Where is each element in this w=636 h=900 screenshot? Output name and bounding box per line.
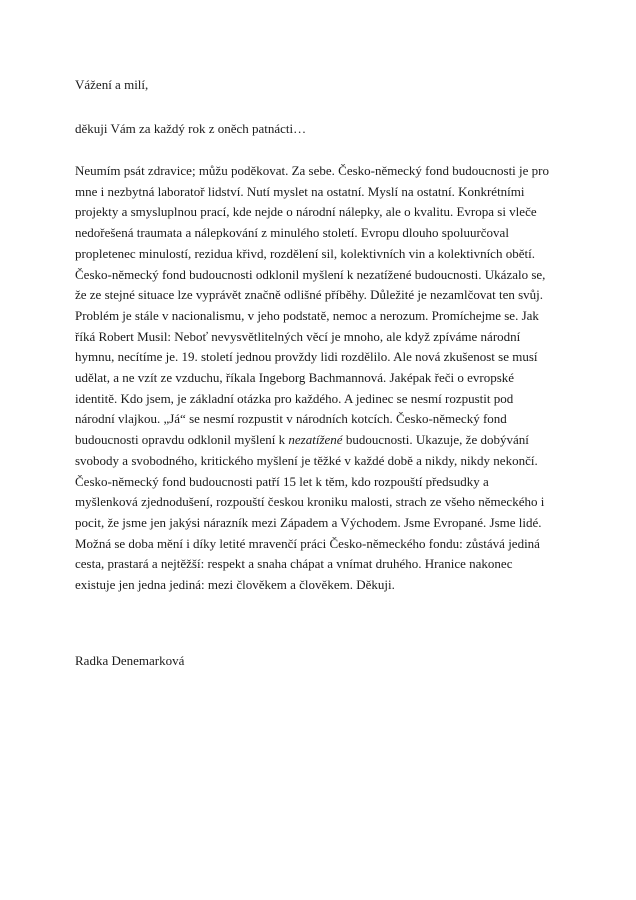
body-line: myšlenková zjednodušení, rozpouští českou kroniku malosti, strach ze všeho německého i: [75, 494, 545, 510]
body-line: národní vlajkou. „Já“ se nesmí rozpustit v národních kotcích. Česko-německý fond: [75, 411, 507, 427]
body-line: svobody a svobodného, kritického myšlení je těžké v každé době a nikdy, nikdy nekončí.: [75, 452, 538, 468]
body-line: mne i nezbytná laboratoř lidství. Nutí myslet na ostatní. Myslí na ostatní. Konkrétními: [75, 183, 525, 199]
body-line: říká Robert Musil: Neboť nevysvětlitelných věcí je mnoho, ale když zpíváme národní: [75, 328, 521, 344]
body-line: Problém je stále v nacionalismu, v jeho podstatě, nemoc a nerozum. Promíchejme se. Jak: [75, 307, 539, 323]
body-line: Česko-německý fond budoucnosti patří 15 let k těm, kdo rozpouští předsudky a: [75, 473, 489, 489]
body-line: [75, 430, 549, 451]
body-line-text: budoucnosti. Ukazuje, že dobývání: [342, 432, 529, 448]
emphasized-word: nezatížené: [288, 432, 343, 448]
body-line: pocit, že jsme jen jakýsi nárazník mezi Západem a Východem. Jsme Evropané. Jsme lidé.: [75, 514, 542, 530]
body-line: Česko-německý fond budoucnosti odklonil myšlení k nezatížené budoucnosti. Ukázalo se,: [75, 266, 546, 282]
greeting: Vážení a milí,: [75, 77, 149, 92]
body-line: hymnu, necítíme je. 19. století jednou provždy lidi rozdělilo. Ale nová zkušenost se musí: [75, 349, 538, 365]
intro-line: děkuji Vám za každý rok z oněch patnácti…: [75, 121, 307, 136]
body-line-text: budoucnosti opravdu odklonil myšlení k: [75, 432, 289, 448]
body-line: Neumím psát zdravice; můžu poděkovat. Za sebe. Česko-německý fond budoucnosti je pro: [75, 163, 550, 178]
body-line: identitě. Kdo jsem, je základní otázka pro každého. A jedinec se nesmí rozpustit pod: [75, 390, 514, 406]
body-line: že ze stejné situace lze vyprávět značně odlišné příběhy. Důležité je nezamlčovat ten svůj.: [75, 287, 544, 303]
body-line: cesta, prastará a nejtěžší: respekt a snaha chápat a vnímat druhého. Hranice nakonec: [75, 556, 513, 572]
body-line: propletenec minulostí, rezidua křivd, rozdělení sil, kolektivních vin a kolektivních obětí.: [75, 245, 535, 261]
signature: Radka Denemarková: [75, 653, 185, 668]
body-line: Možná se doba mění i díky letité mravenčí práci Česko-německého fondu: zůstává jediná: [75, 535, 540, 551]
body-line: existuje jen jedna jediná: mezi člověkem a člověkem. Děkuji.: [75, 577, 395, 593]
body-line: projekty a smysluplnou prací, kde nejde o národní nálepky, ale o kvalitu. Evropa si vleče: [75, 204, 537, 220]
body-line: udělat, a ne vzít ze vzduchu, říkala Ingeborg Bachmannová. Jaképak řeči o evropské: [75, 370, 515, 386]
body-paragraph: [75, 161, 549, 596]
body-line: nedořešená traumata a nálepkování z minulého století. Evropu dlouho spoluurčoval: [75, 225, 509, 241]
